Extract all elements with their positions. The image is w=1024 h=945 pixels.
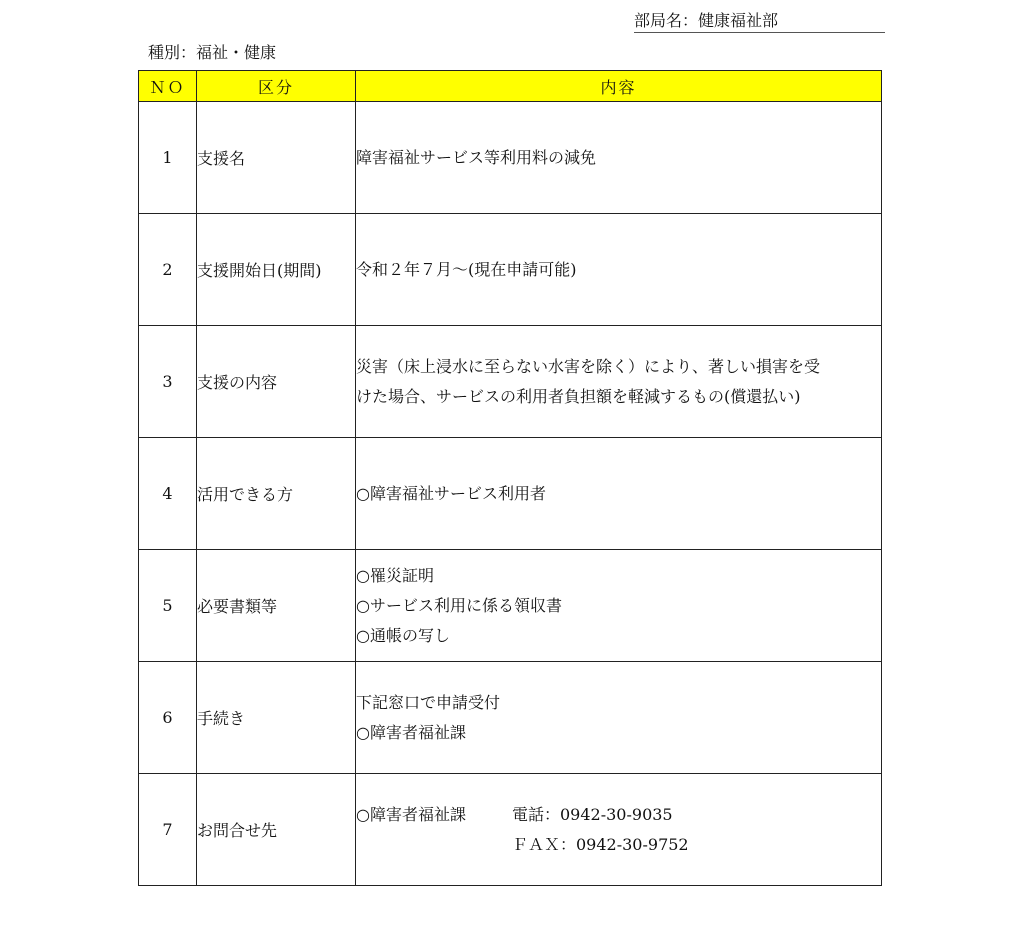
row-number: 2 (139, 214, 197, 326)
content-line: 令和２年７月～(現在申請可能) (356, 259, 577, 279)
column-header-content: 内容 (356, 71, 882, 102)
content-line: ○障害福祉サービス利用者 (356, 483, 546, 503)
row-number: 5 (139, 550, 197, 662)
content-line: ○障害者福祉課 (356, 722, 466, 742)
row-number: 4 (139, 438, 197, 550)
content-line: 下記窓口で申請受付 (356, 692, 501, 712)
contact-tel: 電話：0942-30-9035 (512, 804, 673, 824)
table-row (139, 550, 882, 662)
row-content (356, 214, 882, 326)
row-label: 活用できる方 (197, 438, 356, 550)
row-label: 必要書類等 (197, 550, 356, 662)
content-line: 災害（床上浸水に至らない水害を除く）により、著しい損害を受 (356, 356, 821, 376)
table-row (139, 326, 882, 438)
row-content (356, 662, 882, 774)
row-number: 1 (139, 102, 197, 214)
row-content (356, 102, 882, 214)
row-content (356, 326, 882, 438)
table-row (139, 102, 882, 214)
support-info-table (138, 70, 882, 886)
content-line: ○サービス利用に係る領収書 (356, 595, 562, 615)
content-line: 障害福祉サービス等利用料の減免 (356, 147, 597, 167)
table-row (139, 214, 882, 326)
department-label: 部局名：健康福祉部 (634, 10, 885, 33)
contact-fax: ＦＡＸ：0942-30-9752 (512, 834, 689, 854)
row-number: 6 (139, 662, 197, 774)
row-label: 支援開始日(期間) (197, 214, 356, 326)
table-header-row (139, 71, 882, 102)
content-line: けた場合、サービスの利用者負担額を軽減するもの(償還払い) (356, 386, 801, 406)
row-label: 支援名 (197, 102, 356, 214)
table-row (139, 774, 882, 886)
row-number: 7 (139, 774, 197, 886)
column-header-kubun: 区分 (197, 71, 356, 102)
row-label: 手続き (197, 662, 356, 774)
table-row (139, 438, 882, 550)
category-label: 種別：福祉・健康 (148, 43, 277, 62)
row-label: 支援の内容 (197, 326, 356, 438)
content-line: ○罹災証明 (356, 565, 434, 585)
row-label: お問合せ先 (197, 774, 356, 886)
row-content (356, 438, 882, 550)
row-content (356, 550, 882, 662)
content-line: ○通帳の写し (356, 625, 450, 645)
contact-office: ○障害者福祉課 (356, 804, 466, 824)
table-row (139, 662, 882, 774)
row-number: 3 (139, 326, 197, 438)
contact-info (356, 800, 881, 860)
row-content (356, 774, 882, 886)
column-header-no: ＮＯ (139, 71, 197, 102)
